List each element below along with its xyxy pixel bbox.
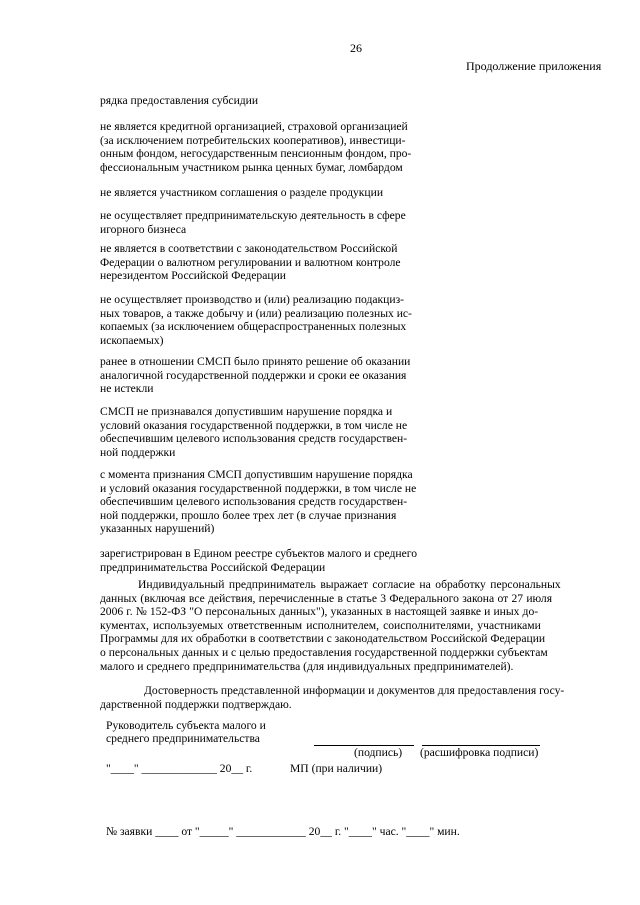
condition-item: не является участником соглашения о разделе продукции — [100, 186, 384, 199]
continuation-label: Продолжение приложения — [466, 59, 602, 73]
signature-caption: (подпись) — [354, 746, 403, 759]
condition-item: с момента признания СМСП допустившим нарушение порядка и условий оказания государственной поддержки, в том числе не обеспечившим целевого использования средств государствен- ной поддержки, прошло более трех лет (в случае признания указанных нарушений) — [100, 468, 417, 536]
head-title-line1: Руководитель субъекта малого и — [106, 719, 266, 732]
stamp-label: МП (при наличии) — [290, 762, 383, 775]
page-number: 26 — [350, 41, 362, 55]
signature-date: "____" _____________ 20__ г. — [106, 762, 253, 775]
condition-item: не является в соответствии с законодательством Российской Федерации о валютном регулировании и валютном контроле нерезидентом Российской Федерации — [100, 242, 401, 283]
condition-item: ранее в отношении СМСП было принято решение об оказании аналогичной государственной поддержки и сроки ее оказания не истекли — [100, 355, 411, 396]
condition-item: рядка предоставления субсидии — [100, 94, 259, 107]
condition-item: СМСП не признавался допустившим нарушение порядка и условий оказания государственной поддержки, в том числе не обеспечившим целевого использования средств государствен- ной поддержки — [100, 405, 408, 459]
condition-item: зарегистрирован в Едином реестре субъектов малого и среднего предпринимательства Российской Федерации — [100, 547, 418, 574]
condition-item: не является кредитной организацией, страховой организацией (за исключением потребительских кооперативов), инвестици- онным фондом, негосударственным пенсионным фондом, про- фессиональным участником рынка ценных бумаг, ломбардом — [100, 120, 412, 174]
consent-paragraph: Индивидуальный предприниматель выражает согласие на обработку персональных данных (включая все действия, перечисленные в статье 3 Федерального закона от 27 июля 2006 г. № 152-ФЗ "О персональных данных"), указанных в настоящей заявке и иных до- кументах, используемых ответственным исполнителем, соисполнителями, участниками Программы для их обработки в соответствии с законодательством Российской Федерации о персональных данных и с целью предоставления государственной поддержки субъектам малого и среднего предпринимательства (для индивидуальных предпринимателей). — [100, 578, 561, 673]
condition-item: не осуществляет предпринимательскую деятельность в сфере игорного бизнеса — [100, 209, 406, 236]
condition-item: не осуществляет производство и (или) реализацию подакциз- ных товаров, а также добычу и (или) реализацию полезных ис- копаемых (за исключением общераспространенных полезных ископаемых) — [100, 293, 412, 347]
application-number-line: № заявки ____ от "_____" ____________ 20__ г. "____" час. "____" мин. — [106, 825, 460, 838]
decoding-caption: (расшифровка подписи) — [420, 746, 539, 759]
head-title-line2: среднего предпринимательства — [106, 732, 260, 745]
reliability-statement: Достоверность представленной информации и документов для предоставления госу- дарственной поддержки подтверждаю. — [100, 684, 565, 711]
